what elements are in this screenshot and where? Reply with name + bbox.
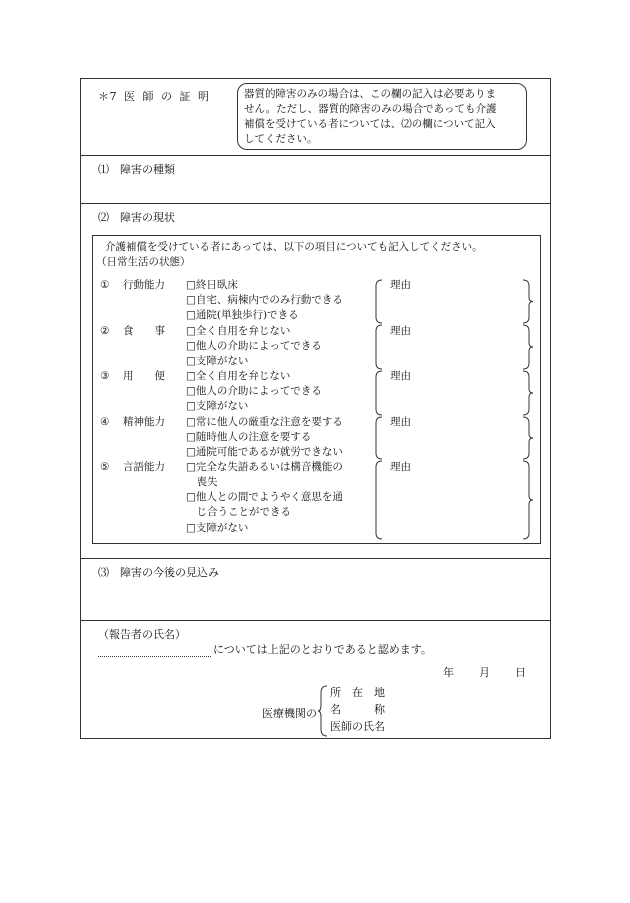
reason-bracket-left: [376, 280, 382, 323]
daily-life-box: [92, 235, 541, 544]
date-year: 年: [443, 666, 454, 679]
divider: [81, 155, 550, 156]
row-name: 食 事: [123, 325, 165, 337]
option-checkbox[interactable]: □完全な失語あるいは構音機能の: [186, 461, 343, 473]
option-checkbox[interactable]: □終日臥床: [186, 279, 238, 291]
reason-label: 理由: [390, 325, 411, 337]
reason-label: 理由: [390, 416, 411, 428]
row-number: ③: [100, 370, 110, 382]
row-name: 用 便: [123, 370, 165, 382]
reason-label: 理由: [390, 370, 411, 382]
option-checkbox[interactable]: □常に他人の厳重な注意を要する: [186, 416, 343, 428]
option-checkbox[interactable]: □自宅、病棟内でのみ行動できる: [186, 294, 343, 306]
section-7-note: 器質的障害のみの場合は、この欄の記入は必要ありま せん。ただし、器質的障害のみの場合であっても介護 補償を受けている者については、⑵の欄について記入 してください。: [237, 83, 527, 150]
reason-label: 理由: [390, 461, 411, 473]
option-checkbox[interactable]: □全く自用を弁じない: [186, 325, 291, 337]
option-continuation: じ合うことができる: [186, 506, 291, 518]
row-name: 言語能力: [123, 461, 165, 473]
reason-brace-layer: [93, 236, 542, 545]
row-number: ①: [100, 279, 110, 291]
reason-bracket-left: [376, 325, 382, 369]
option-checkbox[interactable]: □全く自用を弁じない: [186, 370, 291, 382]
reason-bracket-left: [376, 417, 382, 459]
certificate-form: [80, 78, 551, 739]
option-continuation: 喪失: [186, 476, 218, 488]
reason-bracket-left: [376, 461, 382, 539]
option-checkbox[interactable]: □他人との間でようやく意思を通: [186, 491, 343, 503]
row-name: 行動能力: [123, 279, 165, 291]
option-checkbox[interactable]: □支障がない: [186, 355, 249, 367]
reason-brace-right: [523, 417, 533, 459]
date-month: 月: [479, 666, 490, 679]
row-number: ⑤: [100, 461, 110, 473]
certify-text: については上記のとおりであると認めます。: [213, 643, 432, 656]
reason-brace-right: [523, 325, 533, 369]
item-1-label: ⑴ 障害の種類: [98, 163, 175, 176]
doctor-name-label: 医師の氏名: [330, 720, 385, 733]
item-3-label: ⑶ 障害の今後の見込み: [98, 566, 219, 579]
date-day: 日: [515, 666, 526, 679]
option-checkbox[interactable]: □他人の介助によってできる: [186, 385, 322, 397]
institution-name-label: 名 称: [330, 703, 385, 716]
reason-brace-right: [523, 280, 533, 323]
row-number: ④: [100, 416, 110, 428]
option-checkbox[interactable]: □通院(単独歩行)できる: [186, 309, 299, 321]
reporter-name-label: （報告者の氏名）: [98, 628, 186, 641]
institution-address-label: 所 在 地: [330, 686, 385, 699]
reporter-name-line[interactable]: [98, 656, 211, 657]
inner-intro: 介護補償を受けている者にあっては、以下の項目についても記入してください。: [105, 241, 483, 253]
divider: [81, 558, 550, 559]
option-checkbox[interactable]: □他人の介助によってできる: [186, 340, 322, 352]
reason-brace-right: [523, 371, 533, 415]
left-brace: [317, 685, 329, 737]
reason-label: 理由: [390, 279, 411, 291]
option-checkbox[interactable]: □支障がない: [186, 522, 249, 534]
institution-label: 医療機関の: [262, 707, 317, 720]
daily-life-label: （日常生活の状態）: [96, 256, 191, 268]
option-checkbox[interactable]: □通院可能であるが就労できない: [186, 446, 343, 458]
option-checkbox[interactable]: □随時他人の注意を要する: [186, 431, 312, 443]
divider: [81, 620, 550, 621]
reason-brace-right: [523, 461, 533, 539]
row-number: ②: [100, 325, 110, 337]
section-7-title: ＊7 医 師 の 証 明: [98, 90, 210, 103]
divider: [81, 203, 550, 204]
row-name: 精神能力: [123, 416, 165, 428]
reason-bracket-left: [376, 371, 382, 415]
item-2-label: ⑵ 障害の現状: [98, 211, 175, 224]
option-checkbox[interactable]: □支障がない: [186, 400, 249, 412]
